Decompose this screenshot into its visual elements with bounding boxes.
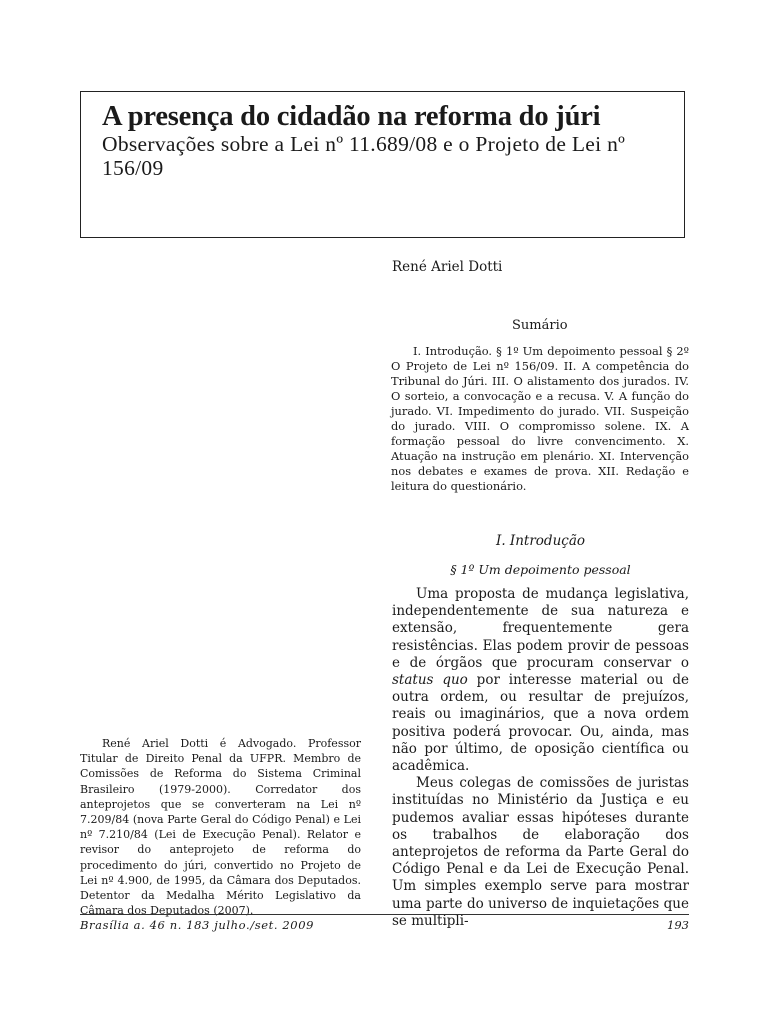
summary-heading: Sumário — [512, 318, 568, 333]
body-text — [392, 586, 689, 930]
author-name: René Ariel Dotti — [392, 259, 503, 275]
title-box — [80, 91, 685, 238]
paragraph-text: por interesse material ou de outra ordem, ou resultar de prejuízos, reais ou imaginários, que a nova ordem positiva poderá provocar. Ou, ainda, mas não por último, de oposição científica ou acadêmica. — [392, 672, 689, 775]
emphasis-text: status quo — [392, 672, 468, 689]
article-title: A presença do cidadão na reforma do júri — [102, 101, 601, 132]
paragraph: Meus colegas de comissões de juristas instituídas no Ministério da Justiça e eu pudemos avaliar essas hipóteses durante os trabalhos de elaboração dos anteprojetos de reforma da Parte Geral do Código Penal e da Lei de Execução Penal. Um simples exemplo serve para mostrar uma parte do universo de inquietações que se multipli- — [392, 775, 689, 929]
paragraph — [392, 586, 689, 775]
paragraph-text: Uma proposta de mudança legislativa, independentemente de sua natureza e extensão, frequentemente gera resistências. Elas podem provir de pessoas e de órgãos que procuram conservar o — [392, 586, 689, 671]
page-number: 193 — [667, 918, 689, 932]
summary-text: I. Introdução. § 1º Um depoimento pessoal § 2º O Projeto de Lei nº 156/09. II. A competência do Tribunal do Júri. III. O alistamento dos jurados. IV. O sorteio, a convocação e a recusa. V. A função do jurado. VI. Impedimento do jurado. VII. Suspeição do jurado. VIII. O compromisso solene. IX. A formação pessoal do livre convencimento. X. Atuação na instrução em plenário. XI. Intervenção nos debates e exames de prova. XII. Redação e leitura do questionário. — [391, 344, 689, 493]
footer-rule — [80, 914, 689, 915]
author-note: René Ariel Dotti é Advogado. Professor Titular de Direito Penal da UFPR. Membro de Comissões de Reforma do Sistema Criminal Brasileiro (1979-2000). Corredator dos anteprojetos que se converteram na Lei nº 7.209/84 (nova Parte Geral do Código Penal) e Lei nº 7.210/84 (Lei de Execução Penal). Relator e revisor do anteprojeto de reforma do procedimento do júri, convertido no Projeto de Lei nº 4.900, de 1995, da Câmara dos Deputados. Detentor da Medalha Mérito Legislativo da Câmara dos Deputados (2007). — [80, 737, 361, 918]
footer-journal: Brasília a. 46 n. 183 julho./set. 2009 — [80, 918, 315, 932]
article-subtitle: Observações sobre a Lei nº 11.689/08 e o Projeto de Lei nº 156/09 — [102, 132, 626, 180]
section-heading: I. Introdução — [495, 533, 586, 549]
subsection-heading: § 1º Um depoimento pessoal — [450, 562, 631, 577]
